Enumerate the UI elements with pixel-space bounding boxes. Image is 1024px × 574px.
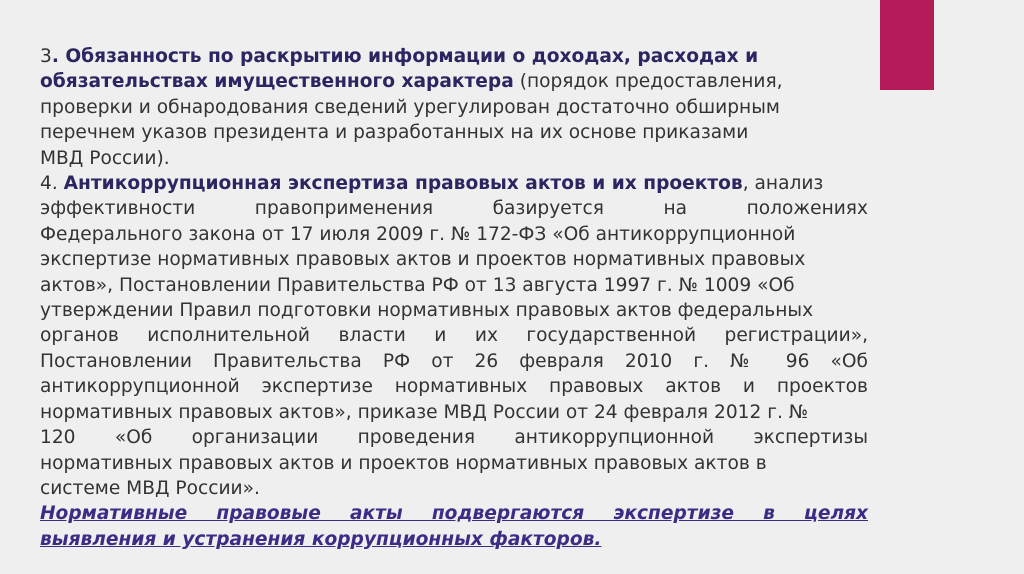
item4-heading: Антикоррупционная экспертиза правовых актов и их проектов (63, 173, 743, 195)
accent-bar (880, 0, 934, 90)
item4-text-line: 120 «Об организации проведения антикоррупционной экспертизы (40, 427, 868, 449)
item3-text-part: (порядок предоставления, (513, 71, 783, 93)
item3-heading-part1: . Обязанность по раскрытию информации о доходах, расходах и (51, 46, 759, 67)
item4-text-line: органов исполнительной власти и их государственной регистрации», (40, 325, 868, 347)
item4-text-line: системе МВД России». (40, 477, 260, 499)
item4-text-line: Федерального закона от 17 июля 2009 г. № 172-ФЗ «Об антикоррупционной (40, 223, 796, 245)
conclusion-line2: выявления и устранения коррупционных факторов. (40, 528, 602, 550)
item4-text-line: нормативных правовых актов», приказе МВД России от 24 февраля 2012 г. № (40, 401, 809, 423)
item4-text-line: актов», Постановлении Правительства РФ от 13 августа 1997 г. № 1009 «Об (40, 274, 795, 296)
item4-line1 (40, 171, 868, 196)
slide-body-text (40, 44, 868, 552)
item3-line5: МВД России). (40, 147, 170, 169)
item3-line1 (40, 44, 868, 69)
item3-line2 (40, 69, 868, 94)
item4-tail: , анализ (742, 173, 824, 195)
item4-text-line: утверждении Правил подготовки нормативных правовых актов федеральных (40, 300, 814, 322)
item4-text-line: антикоррупционной экспертизе нормативных правовых актов и проектов (40, 376, 868, 398)
item4-text-line: экспертизе нормативных правовых актов и проектов нормативных правовых (40, 249, 806, 271)
item3-heading-part2: обязательствах имущественного характера (40, 71, 514, 93)
item4-text-line: эффективности правоприменения базируется на положениях (40, 198, 868, 220)
item4-number: 4. (40, 173, 64, 195)
item3-line3: проверки и обнародования сведений урегулирован достаточно обширным (40, 96, 780, 118)
conclusion-line1: Нормативные правовые акты подвергаются экспертизе в целях (40, 503, 868, 525)
item4-text-line: Постановлении Правительства РФ от 26 февраля 2010 г. № 96 «Об (40, 350, 868, 372)
item3-line4: перечнем указов президента и разработанных на их основе приказами (40, 122, 749, 144)
item3-number: 3 (40, 46, 52, 67)
item4-text-line: нормативных правовых актов и проектов нормативных правовых актов в (40, 452, 767, 474)
